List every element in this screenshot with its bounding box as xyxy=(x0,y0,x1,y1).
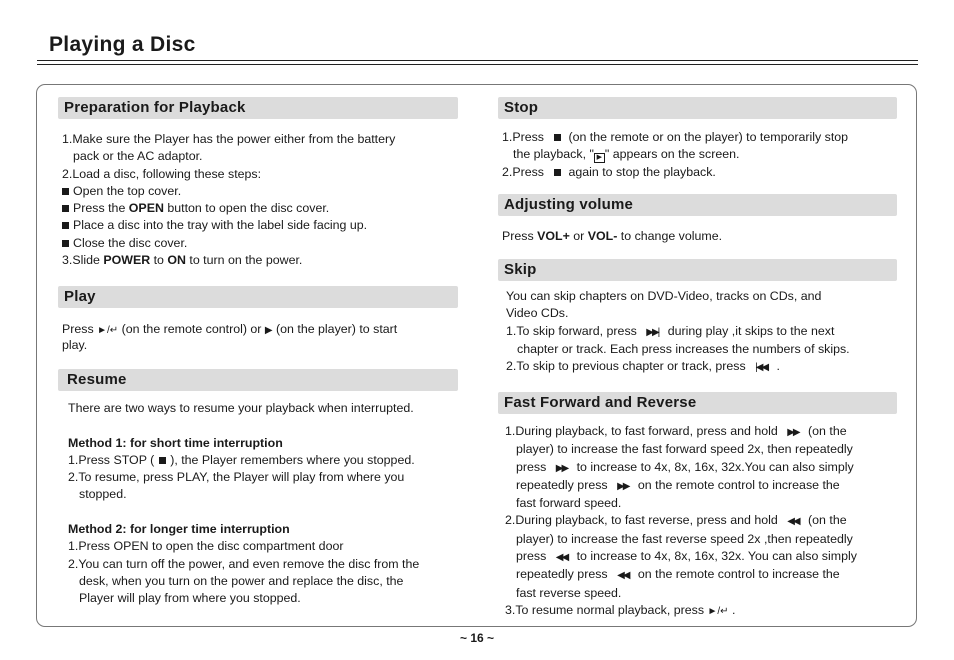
stop-icon xyxy=(159,457,166,464)
skip-next-icon: ▶▶| xyxy=(646,326,659,338)
fast-reverse-icon: ◀◀ xyxy=(787,516,799,528)
prep-bullet: Open the top cover. xyxy=(62,183,395,200)
fast-reverse-icon: ◀◀ xyxy=(555,552,568,564)
play-heading: Play xyxy=(58,286,458,308)
resume-heading: Resume xyxy=(58,369,458,391)
resume-text: There are two ways to resume your playback when interrupted. Method 1: for short time interruption 1.Press STOP ( ), the Player remembers where you stopped. 2.To resume, press PLAY, the Player will play from where you stopped. Method 2: for longer time interruption 1.Press OPEN to open the disc compartment door 2.You can turn off the power, and even remove the disc from the desk, when you turn on the power and replace the disc, the Player will play from where you stopped. xyxy=(68,401,420,606)
fast-forward-icon: ▶▶ xyxy=(555,462,568,474)
skip-heading: Skip xyxy=(498,259,897,281)
skip-previous-icon: |◀◀ xyxy=(755,362,768,374)
stop-icon xyxy=(554,169,561,176)
play-pause-icon: ►/↵ xyxy=(97,325,119,336)
preparation-heading: Preparation for Playback xyxy=(58,97,458,119)
stop-text: 1.Press (on the remote or on the player) to temporarily stop the playback, " ▶ " appears on the screen. 2.Press again to stop the playback. xyxy=(502,130,849,179)
page-number: ~ 16 ~ xyxy=(459,631,495,645)
prep-line: 3.Slide POWER to ON to turn on the power. xyxy=(62,253,303,268)
skip-text: You can skip chapters on DVD-Video, tracks on CDs, and Video CDs. 1.To skip forward, press ▶▶| during play ,it skips to the next chapter or track. Each press increases the numbers of skips. 2.To skip to previous chapter or track, press |◀◀ . xyxy=(506,288,850,376)
preparation-text xyxy=(62,131,395,269)
volume-text: Press VOL+ or VOL- to change volume. xyxy=(502,229,723,243)
fast-forward-icon: ▶▶ xyxy=(787,427,799,438)
fast-forward-icon: ▶▶ xyxy=(617,480,629,492)
play-pause-icon: ►/↵ xyxy=(707,605,729,617)
title-underline-thin xyxy=(37,64,918,65)
bullet-square-icon xyxy=(62,240,69,247)
stop-icon xyxy=(554,134,561,141)
play-text: Press ►/↵ (on the remote control) or ▶ (on the player) to start play. xyxy=(62,322,398,352)
ffrev-text: 1.During playback, to fast forward, press and hold ▶▶ (on the player) to increase the fast forward speed 2x, then repeatedly press ▶▶ to increase to 4x, 8x, 16x, 32x.You can also simply repeatedly press ▶▶ on the remote control to increase the fast forward speed. 2.During playback, to fast reverse, press and hold ◀◀ (on the player) to increase the fast reverse speed 2x ,then repeatedly press ◀◀ to increase to 4x, 8x, 16x, 32x. You can also simply repeatedly press ◀◀ on the remote control to increase the fast reverse speed. 3.To resume normal playback, press ►/↵ . xyxy=(505,424,857,617)
pause-screen-icon: ▶ xyxy=(594,153,605,163)
bullet-square-icon xyxy=(62,188,69,195)
prep-line: 1.Make sure the Player has the power either from the battery xyxy=(62,132,396,146)
fast-reverse-icon: ◀◀ xyxy=(617,570,629,582)
stop-heading: Stop xyxy=(498,97,897,119)
page-title: Playing a Disc xyxy=(49,33,196,56)
ffrev-heading: Fast Forward and Reverse xyxy=(498,392,897,414)
prep-bullet: Place a disc into the tray with the label side facing up. xyxy=(62,217,395,234)
prep-bullet: Close the disc cover. xyxy=(62,235,395,252)
play-icon: ▶ xyxy=(264,325,273,336)
prep-line: pack or the AC adaptor. xyxy=(73,149,203,164)
bullet-square-icon xyxy=(62,222,69,229)
prep-line: 2.Load a disc, following these steps: xyxy=(62,166,262,181)
prep-bullet: Press the OPEN button to open the disc cover. xyxy=(62,200,395,217)
title-underline xyxy=(37,60,918,61)
volume-heading: Adjusting volume xyxy=(498,194,897,216)
bullet-square-icon xyxy=(62,205,69,212)
